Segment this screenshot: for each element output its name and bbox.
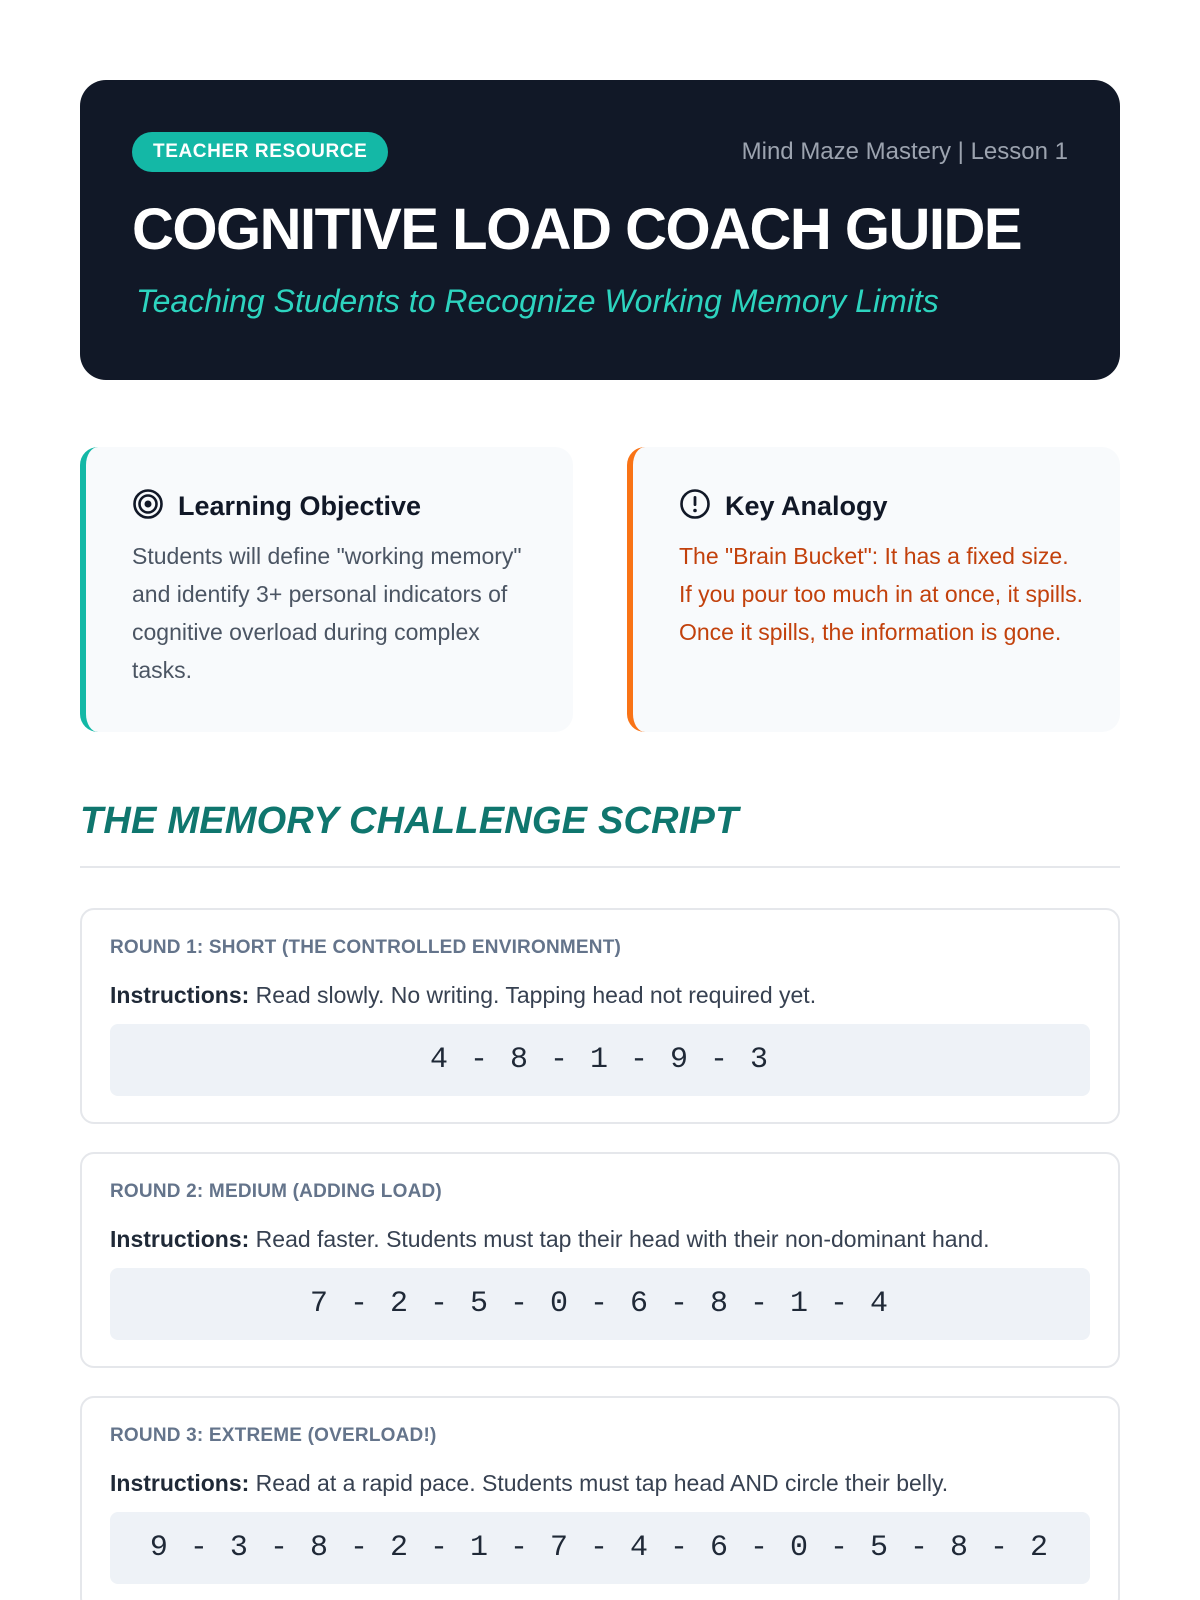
header-banner: [80, 80, 1120, 380]
round-instructions: [110, 1468, 1090, 1498]
round-card-1: [80, 908, 1120, 1124]
alert-circle-icon: [679, 488, 711, 525]
key-analogy-title: Key Analogy: [725, 490, 888, 521]
round-label: ROUND 1: SHORT (THE CONTROLLED ENVIRONMENT): [110, 937, 622, 958]
section-title: THE MEMORY CHALLENGE SCRIPT: [80, 800, 739, 842]
key-analogy-text: The "Brain Bucket": It has a fixed size. If you pour too much in at once, it spills. Once it spills, the information is gone.: [679, 543, 1083, 645]
teacher-resource-badge: TEACHER RESOURCE: [132, 132, 388, 172]
number-sequence: 4 - 8 - 1 - 9 - 3: [110, 1024, 1090, 1096]
round-card-2: [80, 1152, 1120, 1368]
instructions-text: Read slowly. No writing. Tapping head not required yet.: [255, 982, 817, 1008]
instructions-text: Read faster. Students must tap their head with their non-dominant hand.: [255, 1226, 990, 1252]
target-icon: [132, 488, 164, 525]
instructions-text: Read at a rapid pace. Students must tap head AND circle their belly.: [255, 1470, 949, 1496]
learning-objective-text: Students will define "working memory" and identify 3+ personal indicators of cognitive overload during complex tasks.: [132, 543, 522, 683]
page-subtitle: Teaching Students to Recognize Working Memory Limits: [136, 282, 939, 319]
round-card-3: [80, 1396, 1120, 1600]
round-instructions: [110, 1224, 1090, 1254]
lesson-label: Mind Maze Mastery | Lesson 1: [741, 138, 1068, 165]
number-sequence: 7 - 2 - 5 - 0 - 6 - 8 - 1 - 4: [110, 1268, 1090, 1340]
learning-objective-card: [80, 447, 573, 732]
section-divider: [80, 866, 1120, 868]
instructions-lead: Instructions:: [110, 1226, 250, 1252]
round-label: ROUND 2: MEDIUM (ADDING LOAD): [110, 1181, 442, 1202]
round-label: ROUND 3: EXTREME (OVERLOAD!): [110, 1425, 437, 1446]
key-analogy-card: [627, 447, 1120, 732]
number-sequence: 9 - 3 - 8 - 2 - 1 - 7 - 4 - 6 - 0 - 5 - 8 - 2: [110, 1512, 1090, 1584]
instructions-lead: Instructions:: [110, 982, 250, 1008]
learning-objective-title: Learning Objective: [178, 490, 422, 521]
page-title: COGNITIVE LOAD COACH GUIDE: [132, 197, 1022, 262]
round-instructions: [110, 980, 1090, 1010]
instructions-lead: Instructions:: [110, 1470, 250, 1496]
